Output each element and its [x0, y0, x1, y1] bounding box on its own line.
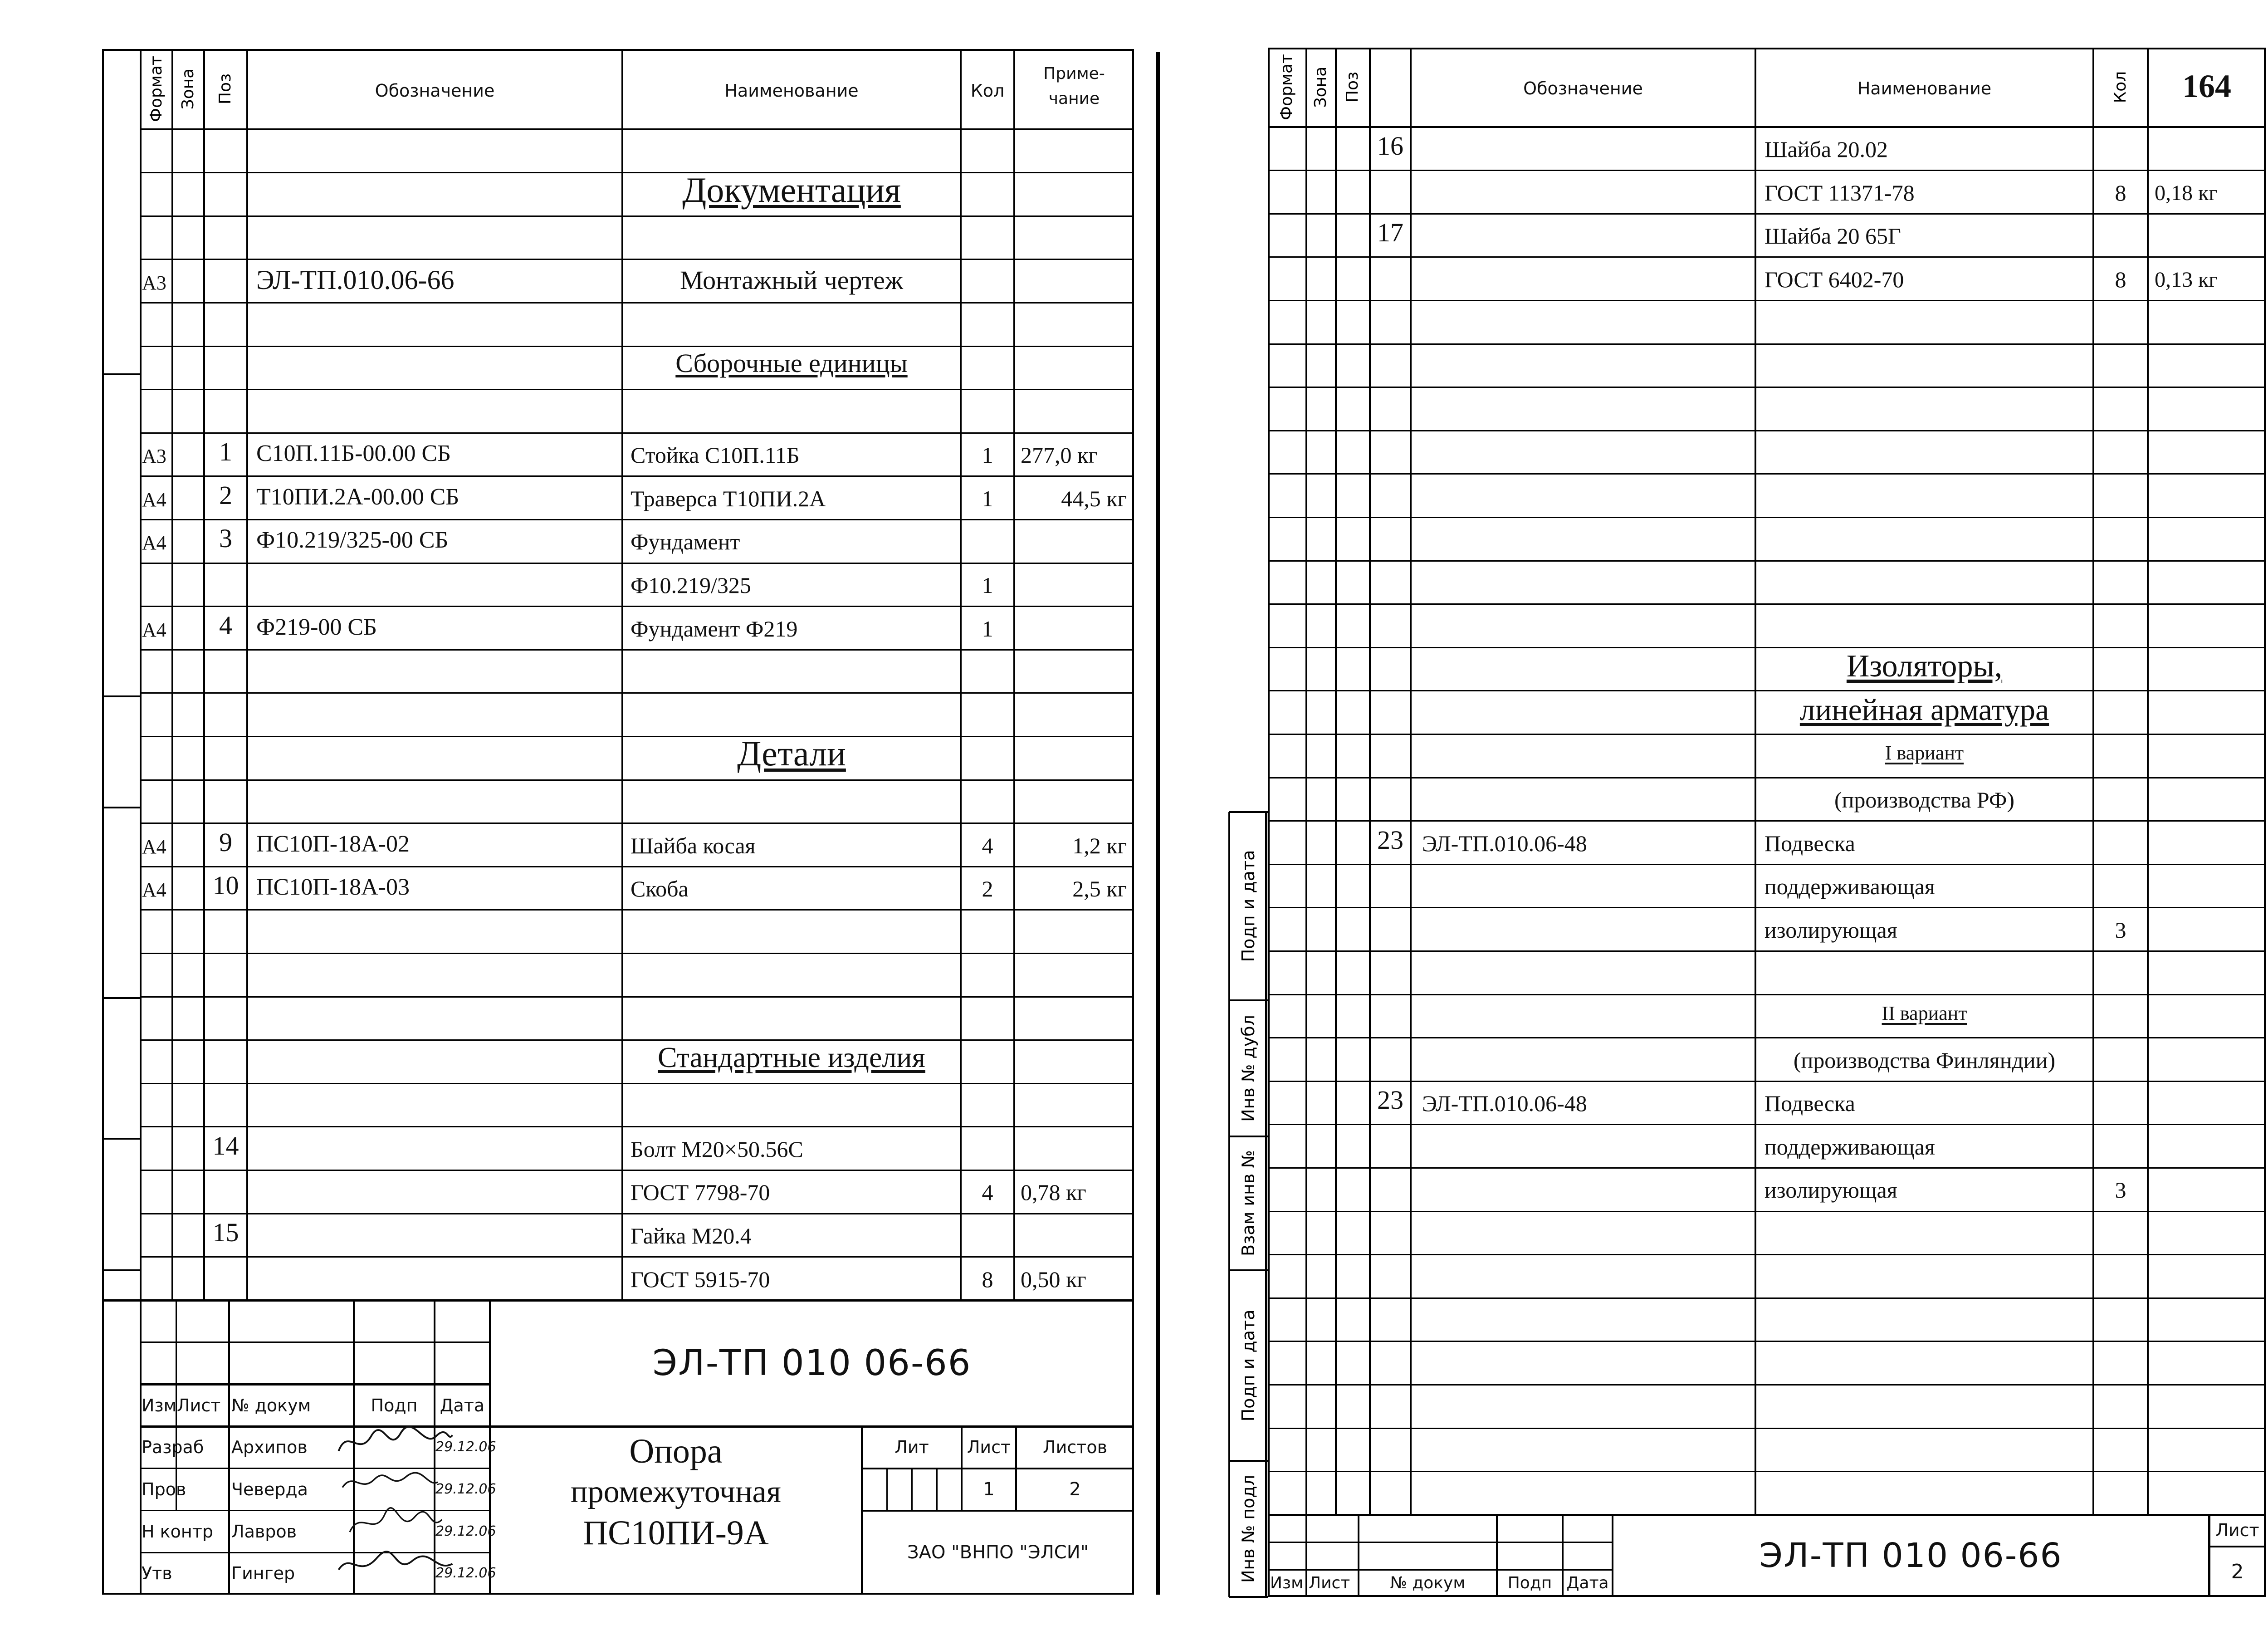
row-line	[141, 779, 1134, 781]
row-designation: Ф10.219/325-00 СБ	[256, 527, 449, 553]
row-line	[141, 692, 1134, 694]
row-name: поддерживающая	[1765, 1134, 1935, 1160]
header-bottom-line	[141, 128, 1134, 130]
title-col-izm: Изм	[142, 1395, 177, 1415]
row-name: (производства Финляндии)	[1793, 1047, 2056, 1073]
column-line	[171, 49, 173, 1300]
row-name: ГОСТ 11371-78	[1765, 180, 1915, 206]
row-line	[141, 1256, 1134, 1258]
title-sheets-label: Листов	[1043, 1437, 1107, 1458]
column-line	[246, 49, 248, 1300]
column-line	[203, 49, 205, 1300]
row-position: 23	[1377, 1085, 1403, 1115]
row-line	[1268, 1254, 2266, 1255]
title-col-data: Дата	[440, 1395, 485, 1415]
section-heading: Детали	[737, 734, 846, 774]
binding-strip-mark	[102, 373, 141, 375]
side-label-inv-podl: Инв № подл	[1238, 1475, 1258, 1583]
row-name: Ф10.219/325	[631, 573, 751, 598]
row-line	[1268, 950, 2266, 952]
column-header-format: Формат	[147, 55, 166, 122]
column-header-name: Наименование	[1857, 78, 1992, 98]
title-role-razrab: Разраб	[142, 1437, 204, 1458]
row-format: А4	[142, 532, 166, 554]
row-quantity: 4	[982, 1180, 993, 1205]
title-name-line-2: промежуточная	[571, 1474, 781, 1510]
row-line	[141, 996, 1134, 998]
column-header-name: Наименование	[724, 81, 859, 101]
section-heading: Сборочные единицы	[675, 348, 908, 378]
row-name: Шайба 20 65Г	[1765, 223, 1901, 249]
row-name: Стойка С10П.11Б	[631, 442, 800, 468]
title-name-utv: Гингер	[231, 1563, 295, 1584]
title-date-utv: 29.12.06	[435, 1565, 496, 1581]
row-note: 2,5 кг	[1072, 876, 1127, 902]
signature	[336, 1543, 454, 1584]
row-line	[1268, 517, 2266, 518]
row-quantity: 8	[2115, 180, 2126, 206]
row-format: А4	[142, 488, 166, 511]
title-block-line	[141, 1341, 490, 1343]
row-designation: ЭЛ-ТП.010.06-66	[256, 264, 455, 295]
title-date-nkontr: 29.12.06	[435, 1523, 496, 1539]
row-position: 17	[1377, 218, 1403, 248]
row-line	[1268, 1297, 2266, 1299]
signature	[345, 1497, 445, 1547]
row-name: Подвеска	[1765, 1091, 1855, 1116]
header-bottom-line	[1268, 126, 2266, 128]
column-header-designation: Обозначение	[1523, 78, 1643, 98]
title-date-razrab: 29.12.06	[435, 1439, 496, 1455]
column-line	[1335, 48, 1337, 1515]
row-name: Фундамент Ф219	[631, 616, 798, 641]
row-name: (производства РФ)	[1834, 787, 2014, 813]
side-label-vzam-inv: Взам инв №	[1238, 1150, 1258, 1256]
row-line	[1268, 603, 2266, 605]
binding-strip-mark	[102, 1138, 141, 1140]
title-role-utv: Утв	[142, 1563, 172, 1584]
side-label-inv-dubl: Инв № дубл	[1238, 1015, 1258, 1122]
row-line	[141, 563, 1134, 564]
row-position: 10	[212, 871, 239, 901]
title-name-line-3: ПС10ПИ-9А	[583, 1514, 769, 1552]
title-block-line	[936, 1469, 938, 1511]
row-name: изолирующая	[1765, 917, 1897, 943]
row-line	[141, 302, 1134, 304]
binding-strip-mark	[102, 807, 141, 808]
title-name-nkontr: Лавров	[231, 1521, 297, 1542]
row-name: Подвеска	[1765, 830, 1855, 856]
row-line	[141, 1213, 1134, 1214]
page-number: 164	[2182, 68, 2231, 104]
row-position: 23	[1377, 825, 1403, 855]
row-line	[1268, 473, 2266, 475]
title-col-izm: Изм	[1270, 1573, 1304, 1592]
row-line	[1268, 213, 2266, 215]
row-line	[1268, 1384, 2266, 1386]
row-line	[1268, 256, 2266, 258]
column-line	[621, 49, 623, 1300]
title-lit-label: Лит	[894, 1437, 929, 1458]
row-note: 1,2 кг	[1072, 832, 1127, 858]
column-line	[1013, 49, 1015, 1300]
title-block-line	[886, 1469, 888, 1511]
row-note: 44,5 кг	[1061, 485, 1127, 511]
row-line	[1268, 1211, 2266, 1212]
row-name: ГОСТ 5915-70	[631, 1266, 770, 1292]
signature	[336, 1466, 445, 1498]
title-role-prov: Пров	[142, 1479, 186, 1499]
section-heading: Документация	[682, 170, 901, 210]
title-col-ndokum: № докум	[231, 1395, 311, 1415]
title-block-line	[911, 1469, 913, 1511]
binding-strip-mark	[1229, 811, 1268, 813]
column-header-pos: Поз	[1343, 71, 1362, 103]
row-line	[1268, 1428, 2266, 1429]
signature	[336, 1422, 454, 1463]
row-line	[141, 215, 1134, 217]
row-format: А3	[142, 271, 166, 294]
row-designation: ЭЛ-ТП.010.06-48	[1422, 1091, 1587, 1116]
row-line	[141, 1170, 1134, 1171]
row-quantity: 3	[2115, 917, 2126, 943]
binding-strip-mark	[1229, 1460, 1268, 1462]
title-col-podp: Подп	[371, 1395, 418, 1415]
section-heading: линейная арматура	[1799, 692, 2049, 727]
row-note: 277,0 кг	[1021, 442, 1098, 468]
title-organization: ЗАО "ВНПО "ЭЛСИ"	[907, 1542, 1089, 1563]
title-sheet-value: 2	[2231, 1560, 2244, 1583]
row-line	[141, 1126, 1134, 1127]
title-block-doc-code: ЭЛ-ТП 010 06-66	[1759, 1536, 2063, 1576]
row-line	[1268, 864, 2266, 865]
title-block-line	[1268, 1542, 1613, 1543]
column-header-format: Формат	[1277, 54, 1296, 121]
row-quantity: 3	[2115, 1177, 2126, 1203]
column-header-zone: Зона	[1311, 66, 1330, 108]
row-line	[1268, 387, 2266, 388]
row-name: ГОСТ 7798-70	[631, 1180, 770, 1205]
row-line	[1268, 1081, 2266, 1082]
row-designation: С10П.11Б-00.00 СБ	[256, 441, 451, 467]
row-designation: ПС10П-18А-02	[256, 831, 410, 857]
row-name: Шайба 20.02	[1765, 137, 1888, 162]
row-designation: ПС10П-18А-03	[256, 874, 410, 901]
row-name: Фундамент	[631, 529, 740, 555]
row-position: 14	[212, 1131, 239, 1160]
row-line	[141, 909, 1134, 911]
row-position: 1	[219, 437, 232, 467]
title-col-podp: Подп	[1507, 1573, 1552, 1592]
row-quantity: 4	[982, 832, 993, 858]
row-note: 0,50 кг	[1021, 1266, 1086, 1292]
row-designation: Ф219-00 СБ	[256, 614, 377, 640]
title-name-prov: Чеверда	[231, 1479, 308, 1499]
binding-strip-mark	[1229, 1269, 1268, 1271]
row-quantity: 8	[982, 1266, 993, 1292]
section-heading: Изоляторы,	[1846, 649, 2003, 684]
row-name: изолирующая	[1765, 1177, 1897, 1203]
row-quantity: 8	[2115, 266, 2126, 292]
row-format: А4	[142, 879, 166, 901]
row-line	[141, 389, 1134, 390]
title-col-data: Дата	[1566, 1573, 1609, 1592]
row-line	[1268, 820, 2266, 822]
side-label-podp-data: Подп и дата	[1238, 1309, 1258, 1422]
row-line	[141, 649, 1134, 651]
section-heading: I вариант	[1885, 742, 1964, 764]
row-line	[1268, 907, 2266, 908]
row-name: Болт М20×50.56С	[631, 1136, 803, 1162]
title-col-ndokum: № докум	[1390, 1573, 1466, 1592]
row-quantity: 1	[982, 442, 993, 468]
column-header-pos: Поз	[216, 73, 235, 105]
row-line	[141, 1083, 1134, 1084]
row-note: 0,78 кг	[1021, 1180, 1086, 1205]
binding-strip-mark	[102, 997, 141, 999]
column-header-note-2: чание	[1048, 89, 1100, 108]
section-heading: II вариант	[1882, 1002, 1967, 1024]
column-line	[1410, 48, 1412, 1515]
sheet-divider	[1156, 52, 1160, 1595]
row-name: ГОСТ 6402-70	[1765, 266, 1904, 292]
row-line	[1268, 1341, 2266, 1342]
title-block-doc-code: ЭЛ-ТП 010 06-66	[652, 1343, 972, 1384]
row-designation: Т10ПИ.2А-00.00 СБ	[256, 484, 459, 510]
column-header-designation: Обозначение	[375, 81, 495, 101]
row-format: А4	[142, 618, 166, 641]
section-heading: Стандартные изделия	[658, 1041, 925, 1073]
row-designation: ЭЛ-ТП.010.06-48	[1422, 830, 1587, 856]
row-position: 4	[219, 610, 232, 640]
row-line	[1268, 343, 2266, 345]
row-format: А3	[142, 445, 166, 468]
row-line	[1268, 1124, 2266, 1125]
title-name-line-1: Опора	[629, 1432, 723, 1471]
row-quantity: 1	[982, 616, 993, 641]
row-note: 0,13 кг	[2155, 267, 2218, 292]
row-line	[1268, 170, 2266, 171]
title-role-nkontr: Н контр	[142, 1521, 213, 1542]
row-line	[1268, 300, 2266, 301]
row-position: 2	[219, 480, 232, 510]
column-header-note-1: Приме-	[1043, 64, 1105, 83]
title-date-prov: 29.12.06	[435, 1481, 496, 1497]
binding-strip-mark	[102, 1269, 141, 1271]
row-note: 0,18 кг	[2155, 181, 2218, 205]
row-line	[141, 953, 1134, 954]
column-header-qty: Кол	[2111, 71, 2130, 103]
column-header-qty: Кол	[970, 81, 1005, 101]
row-line	[1268, 430, 2266, 431]
column-line	[1305, 48, 1307, 1515]
row-line	[1268, 560, 2266, 562]
title-sheet-label: Лист	[2215, 1520, 2259, 1541]
column-line	[1369, 48, 1371, 1515]
column-header-zone: Зона	[179, 68, 197, 110]
title-col-list: Лист	[177, 1395, 221, 1415]
title-sheet-label: Лист	[967, 1437, 1011, 1458]
row-format: А4	[142, 835, 166, 858]
row-position: 15	[212, 1218, 239, 1247]
row-line	[1268, 777, 2266, 778]
title-sheet-value: 1	[983, 1479, 995, 1500]
column-line	[960, 49, 962, 1300]
row-line	[1268, 1167, 2266, 1169]
binding-strip-line	[140, 49, 142, 1595]
row-quantity: 1	[982, 485, 993, 511]
row-name: Монтажный чертеж	[680, 265, 903, 295]
row-quantity: 1	[982, 573, 993, 598]
title-name-razrab: Архипов	[231, 1437, 308, 1458]
row-quantity: 2	[982, 876, 993, 902]
row-name: поддерживающая	[1765, 874, 1935, 900]
row-line	[1268, 1037, 2266, 1038]
binding-strip-mark	[102, 695, 141, 697]
row-position: 9	[219, 827, 232, 857]
row-line	[1268, 1471, 2266, 1472]
binding-strip-mark	[1229, 1596, 1268, 1598]
row-position: 16	[1377, 131, 1403, 161]
row-name: Траверса Т10ПИ.2А	[631, 485, 826, 511]
row-name: Шайба косая	[631, 832, 756, 858]
title-sheets-value: 2	[1069, 1479, 1081, 1500]
row-name: Гайка М20.4	[631, 1223, 752, 1248]
title-col-list: Лист	[1309, 1573, 1350, 1592]
table-bottom-line	[102, 1299, 1134, 1302]
row-position: 3	[219, 524, 232, 553]
row-name: Скоба	[631, 876, 689, 902]
side-label-podp-data: Подп и дата	[1238, 850, 1258, 962]
